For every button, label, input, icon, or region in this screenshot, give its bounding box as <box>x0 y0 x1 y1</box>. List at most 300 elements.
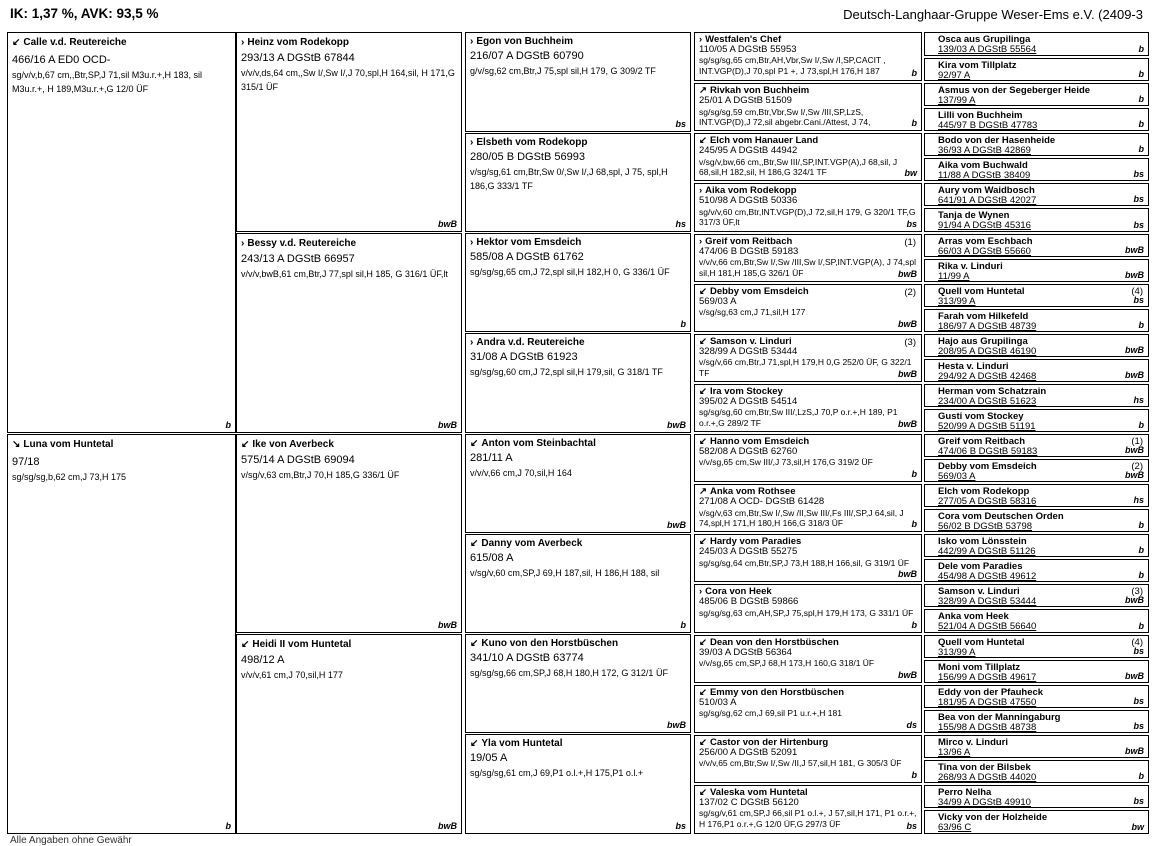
dog-card[interactable] <box>924 760 1149 783</box>
inbreeding-reference: (1) <box>1131 436 1143 447</box>
dog-card[interactable] <box>924 284 1149 307</box>
performance-details: v/sg/v,bw,66 cm,,Btr,Sw III/,SP,INT.VGP(A),J 68,sil, J 68,sil,H 182,sil, H 186,G 324/1 TF <box>699 156 898 178</box>
dog-name[interactable]: Hanno vom Emsdeich <box>709 436 810 447</box>
dog-card[interactable] <box>7 434 236 835</box>
dog-name[interactable]: Dele vom Paradies <box>938 561 1023 573</box>
performance-details: sg/sg/sg,65 cm,J 72,spl sil,H 182,H 0, G 336/1 ÜF <box>470 267 670 277</box>
registration-number: 445/97 B DGStB 47783 <box>938 120 1038 132</box>
dog-card[interactable] <box>924 685 1149 708</box>
dog-name[interactable]: Moni vom Tillplatz <box>938 661 1021 673</box>
dog-name[interactable]: Elch vom Rodekopp <box>938 486 1030 498</box>
registration-number: 442/99 A DGStB 51126 <box>938 546 1036 558</box>
dog-card[interactable] <box>924 609 1149 632</box>
dog-card[interactable] <box>7 32 236 433</box>
sex-marker-icon: ↙ <box>699 636 707 648</box>
dog-name-row <box>699 236 917 247</box>
inbreeding-reference: (2) <box>904 286 916 298</box>
coat-color: b <box>225 821 231 831</box>
coat-color: bwB <box>1125 269 1144 280</box>
dog-name[interactable]: Anka vom Heek <box>938 611 1009 623</box>
performance-details: v/v/sg,65 cm,Sw III/,J 73,sil,H 176,G 319/2 ÜF <box>699 457 873 468</box>
coat-color: bwB <box>1125 445 1144 456</box>
registration-number: 268/93 A DGStB 44020 <box>938 771 1037 783</box>
dog-name[interactable]: Bea von der Manningaburg <box>938 711 1061 723</box>
coat-color: b <box>1138 94 1144 105</box>
dog-card[interactable] <box>694 584 922 632</box>
dog-card[interactable] <box>924 584 1149 607</box>
dog-name[interactable]: Debby vom Emsdeich <box>938 461 1037 473</box>
coat-color: b <box>911 519 917 530</box>
sex-marker-icon: ↙ <box>699 385 707 397</box>
dog-name-row <box>699 687 917 698</box>
registration-number: 234/00 A DGStB 51623 <box>938 395 1037 407</box>
dog-name[interactable]: Yla vom Huntetal <box>481 738 563 750</box>
registration-number: 395/02 A DGStB 54514 <box>699 395 798 407</box>
dog-name[interactable]: Greif vom Reitbach <box>938 436 1026 447</box>
dog-name[interactable]: Tanja de Wynen <box>938 210 1010 222</box>
coat-color: b <box>911 469 917 480</box>
dog-name-row <box>12 439 231 450</box>
registration-number: 281/11 A <box>470 451 513 464</box>
dog-name[interactable]: Lilli von Buchheim <box>938 110 1023 122</box>
dog-card[interactable] <box>236 32 462 232</box>
coat-color: bwB <box>1125 344 1144 355</box>
dog-name[interactable]: Elch vom Hanauer Land <box>709 135 819 147</box>
dog-name[interactable]: Samson v. Linduri <box>709 335 792 347</box>
dog-card[interactable] <box>924 58 1149 81</box>
dog-name[interactable]: Aika vom Rodekopp <box>705 185 797 197</box>
inbreeding-reference: (3) <box>904 336 916 348</box>
registration-number: 97/18 <box>12 455 40 468</box>
dog-card[interactable] <box>465 32 691 132</box>
coat-color: bwB <box>667 519 686 530</box>
dog-card[interactable] <box>694 334 922 382</box>
sex-marker-icon: ↙ <box>470 537 479 549</box>
registration-number: 313/99 A <box>938 295 976 307</box>
sex-marker-icon: ↙ <box>470 437 479 449</box>
dog-name[interactable]: Quell vom Huntetal <box>938 285 1025 297</box>
dog-name[interactable]: Eddy von der Pfauheck <box>938 686 1044 698</box>
dog-card[interactable] <box>694 133 922 181</box>
dog-name[interactable]: Aika vom Buchwald <box>938 160 1028 172</box>
dog-name[interactable]: Hajo aus Grupilinga <box>938 335 1028 347</box>
performance-details: sg/v/v,b,67 cm,,Btr,SP,J 71,sil M3u.r.+,H 183, sil M3u.r.+, H 189,M3u.r.+,G 12/0 ÜF <box>12 70 202 95</box>
dog-name[interactable]: Rika v. Linduri <box>938 260 1003 272</box>
dog-name[interactable]: Westfalen's Chef <box>705 34 782 45</box>
registration-number: 66/03 A DGStB 55660 <box>938 245 1031 257</box>
registration-number: 641/91 A DGStB 42027 <box>938 195 1037 207</box>
dog-name-row <box>938 687 1144 698</box>
dog-name-row <box>470 137 686 148</box>
dog-name[interactable]: Kuno von den Horstbüschen <box>481 638 619 649</box>
dog-card[interactable] <box>465 434 691 533</box>
coat-color: bwB <box>1125 745 1144 756</box>
dog-name[interactable]: Andra v.d. Reutereiche <box>476 337 585 349</box>
dog-card[interactable] <box>694 785 922 834</box>
coat-color: b <box>911 619 917 630</box>
dog-card[interactable] <box>924 108 1149 131</box>
performance-details: g/v/sg,62 cm,Btr,J 75,spl sil,H 179, G 309/2 TF <box>470 66 656 76</box>
registration-number: 139/03 A DGStB 55564 <box>938 44 1037 55</box>
sex-marker-icon: › <box>699 185 703 197</box>
dog-card[interactable] <box>236 434 462 634</box>
coat-color: bwB <box>1125 244 1144 255</box>
dog-card[interactable] <box>924 785 1149 808</box>
coat-color: bwB <box>438 219 457 229</box>
sex-marker-icon: › <box>699 235 703 247</box>
sex-marker-icon: › <box>470 36 474 47</box>
registration-number: 520/99 A DGStB 51191 <box>938 420 1036 432</box>
registration-number: 474/06 B DGStB 59183 <box>938 446 1038 457</box>
registration-number: 466/16 A ED0 OCD- <box>12 54 111 66</box>
dog-card[interactable] <box>694 284 922 332</box>
coat-color: bwB <box>898 569 917 580</box>
dog-name[interactable]: Ira vom Stockey <box>709 385 783 397</box>
registration-number: 498/12 A <box>241 654 285 666</box>
coat-color: bs <box>906 218 917 229</box>
inbreeding-summary: IK: 1,37 %, AVK: 93,5 % <box>10 6 159 21</box>
performance-details: sg/sg/sg,61 cm,J 69,P1 o.l.+,H 175,P1 o.l.+ <box>470 768 644 779</box>
coat-color: b <box>1138 770 1144 781</box>
dog-name[interactable]: Egon von Buchheim <box>476 36 574 47</box>
performance-details: sg/sg/sg,65 cm,Btr,AH,Vbr,Sw I/,Sw /I,SP,CACIT , INT.VGP(D),J 70,spl P1 +, J 73,spl,H 176,H 187 <box>699 55 886 77</box>
registration-number: 245/95 A DGStB 44942 <box>699 145 798 157</box>
dog-card[interactable] <box>924 133 1149 156</box>
dog-card[interactable] <box>465 534 691 633</box>
inbreeding-reference: (1) <box>904 236 916 248</box>
registration-number: 615/08 A <box>470 551 514 564</box>
sex-marker-icon: › <box>241 238 245 249</box>
dog-card[interactable] <box>924 83 1149 106</box>
registration-number: 313/99 A <box>938 646 976 658</box>
dog-name[interactable]: Heidi II vom Huntetal <box>252 639 352 650</box>
dog-name-row <box>470 638 686 649</box>
dog-card[interactable] <box>924 660 1149 683</box>
dog-card[interactable] <box>924 635 1149 658</box>
performance-details: sg/sg/sg,66 cm,SP,J 68,H 180,H 172, G 312/1 ÜF <box>470 668 668 678</box>
dog-card[interactable] <box>694 735 922 783</box>
coat-color: bwB <box>898 419 917 429</box>
dog-card[interactable] <box>924 359 1149 382</box>
dog-card[interactable] <box>924 158 1149 181</box>
dog-name[interactable]: Anton vom Steinbachtal <box>481 437 596 449</box>
coat-color: hs <box>1133 394 1144 405</box>
dog-card[interactable] <box>924 484 1149 507</box>
dog-name-row <box>470 337 686 348</box>
dog-name[interactable]: Debby vom Emsdeich <box>709 285 809 297</box>
coat-color: bs <box>1133 695 1144 706</box>
performance-details: sg/sg/v,61 cm,SP,J 66,sil P1 o.l.+, J 57,sil,H 171, P1 o.r.+, H 176,P1 o.r.+,G 12/0 ÜF,G 297/3 ÜF <box>699 808 917 829</box>
dog-name-row <box>938 286 1144 297</box>
performance-details: sg/v/v,60 cm,Btr,INT.VGP(D),J 72,sil,H 179, G 320/1 TF,G 317/3 ÜF,lt <box>699 206 916 228</box>
registration-number: 280/05 B DGStB 56993 <box>470 150 585 163</box>
performance-details: v/sg/v,66 cm,Btr,J 71,spl,H 179,H 0,G 252/0 ÜF, G 322/1 TF <box>699 357 912 378</box>
registration-number: 293/13 A DGStB 67844 <box>241 52 355 64</box>
dog-name[interactable]: Asmus von der Segeberger Heide <box>938 85 1091 97</box>
registration-number: 575/14 A DGStB 69094 <box>241 453 355 466</box>
dog-card[interactable] <box>924 334 1149 357</box>
dog-name[interactable]: Kira vom Tillplatz <box>938 60 1017 72</box>
registration-number: 454/98 A DGStB 49612 <box>938 571 1037 583</box>
dog-card[interactable] <box>924 234 1149 257</box>
coat-color: bw <box>904 168 917 179</box>
dog-name[interactable]: Gusti vom Stockey <box>938 410 1024 422</box>
dog-card[interactable] <box>465 333 691 432</box>
performance-details: v/sg/sg,63 cm,J 71,sil,H 177 <box>699 307 806 318</box>
dog-name[interactable]: Danny vom Averbeck <box>481 537 583 549</box>
coat-color: b <box>680 319 686 330</box>
dog-name-row <box>470 237 686 248</box>
dog-name[interactable]: Samson v. Linduri <box>938 586 1020 598</box>
coat-color: b <box>1138 420 1144 430</box>
dog-name-row <box>470 538 686 549</box>
dog-card[interactable] <box>694 534 922 582</box>
dog-name[interactable]: Farah vom Hilkefeld <box>938 310 1029 322</box>
dog-card[interactable] <box>694 32 922 81</box>
registration-number: 328/99 A DGStB 53444 <box>938 596 1037 608</box>
dog-name[interactable]: Calle v.d. Reutereiche <box>23 37 127 48</box>
dog-name[interactable]: Cora vom Deutschen Orden <box>938 511 1064 523</box>
dog-name-row <box>241 37 457 48</box>
performance-details: v/v/v,65 cm,Btr,Sw I/,Sw /II,J 57,sil,H 181, G 305/3 ÜF <box>699 758 902 769</box>
dog-card[interactable] <box>924 735 1149 758</box>
dog-name[interactable]: Herman vom Schatzrain <box>938 385 1047 397</box>
dog-card[interactable] <box>465 634 691 733</box>
dog-name[interactable]: Castor von der Hirtenburg <box>709 736 829 748</box>
dog-name[interactable]: Cora von Heek <box>705 586 772 598</box>
registration-number: 485/06 B DGStB 59866 <box>699 596 799 608</box>
performance-details: sg/sg/sg,60 cm,Btr,Sw III/,LzS,J 70,P o.r.+,H 189, P1 o.r.+,G 289/2 TF <box>699 407 898 428</box>
coat-color: bwB <box>667 419 686 430</box>
dog-name-row <box>938 637 1144 648</box>
performance-details: v/v/v,ds,64 cm,,Sw I/,Sw I/,J 70,spl,H 164,sil, H 171,G 315/1 ÜF <box>241 68 455 93</box>
dog-card[interactable] <box>694 384 922 432</box>
dog-name[interactable]: Emmy von den Horstbüschen <box>709 686 845 698</box>
sex-marker-icon: ↙ <box>241 438 250 450</box>
dog-card[interactable] <box>236 634 462 834</box>
dog-card[interactable] <box>924 259 1149 282</box>
dog-name[interactable]: Heinz vom Rodekopp <box>247 37 350 48</box>
dog-name[interactable]: Aury vom Waidbosch <box>938 185 1035 197</box>
dog-card[interactable] <box>694 83 922 131</box>
registration-number: 216/07 A DGStB 60790 <box>470 50 584 62</box>
dog-name-row <box>699 637 917 648</box>
dog-name[interactable]: Rivkah von Buchheim <box>709 85 810 97</box>
performance-details: v/v/sg,65 cm,SP,J 68,H 173,H 160,G 318/1 ÜF <box>699 657 875 668</box>
dog-name[interactable]: Valeska vom Huntetal <box>709 786 808 798</box>
inbreeding-reference: (3) <box>1131 586 1143 598</box>
sex-marker-icon: › <box>699 34 703 45</box>
registration-number: 11/99 A <box>938 270 970 282</box>
dog-name[interactable]: Dean von den Horstbüschen <box>709 636 839 648</box>
sex-marker-icon: › <box>241 37 245 48</box>
coat-color: bs <box>1133 294 1144 305</box>
dog-card[interactable] <box>924 434 1149 457</box>
sex-marker-icon: ↙ <box>699 736 707 748</box>
dog-name[interactable]: Luna vom Huntetal <box>23 438 114 450</box>
dog-card[interactable] <box>465 233 691 332</box>
dog-card[interactable] <box>924 810 1149 834</box>
registration-number: 63/96 C <box>938 821 972 833</box>
registration-number: 569/03 A <box>938 471 976 483</box>
performance-details: sg/sg/sg,62 cm,J 69,sil P1 u.r.+,H 181 <box>699 708 842 719</box>
registration-number: 521/04 A DGStB 56640 <box>938 621 1037 633</box>
dog-name[interactable]: Osca aus Grupilinga <box>938 34 1031 45</box>
coat-color: b <box>1138 69 1144 80</box>
coat-color: bwB <box>898 669 917 680</box>
dog-card[interactable] <box>694 484 922 532</box>
registration-number: 156/99 A DGStB 49617 <box>938 671 1037 683</box>
dog-name[interactable]: Bessy v.d. Reutereiche <box>247 238 357 249</box>
coat-color: bwB <box>1125 670 1144 681</box>
dog-card[interactable] <box>694 183 922 231</box>
registration-number: 474/06 B DGStB 59183 <box>699 245 799 257</box>
dog-name-row <box>470 738 686 749</box>
dog-card[interactable] <box>924 559 1149 582</box>
dog-card[interactable] <box>924 183 1149 206</box>
dog-name[interactable]: Perro Nelha <box>938 786 992 798</box>
sex-marker-icon: ↙ <box>699 436 707 447</box>
coat-color: b <box>1138 44 1144 55</box>
registration-number: 137/99 A <box>938 95 976 107</box>
dog-name[interactable]: Quell vom Huntetal <box>938 636 1025 648</box>
sex-marker-icon: ↙ <box>699 786 707 798</box>
performance-details: sg/sg/sg,b,62 cm,J 73,H 175 <box>12 471 127 482</box>
dog-card[interactable] <box>694 635 922 683</box>
coat-color: bwB <box>898 368 917 379</box>
dog-name-row <box>12 37 231 48</box>
inbreeding-reference: (2) <box>1131 461 1143 473</box>
coat-color: bs <box>906 821 917 831</box>
dog-name[interactable]: Anka vom Rothsee <box>709 486 796 498</box>
coat-color: hs <box>1133 495 1144 506</box>
dog-name[interactable]: Arras vom Eschbach <box>938 235 1033 247</box>
dog-name-row <box>938 261 1144 272</box>
registration-number: 510/98 A DGStB 50336 <box>699 195 798 207</box>
registration-number: 271/08 A OCD- DGStB 61428 <box>699 496 825 508</box>
performance-details: sg/sg/sg,60 cm,J 72,spl sil,H 179,sil, G 318/1 TF <box>470 367 663 378</box>
coat-color: bwB <box>898 268 917 279</box>
dog-name[interactable]: Vicky von der Holzheide <box>938 811 1048 823</box>
dog-name[interactable]: Mirco v. Linduri <box>938 736 1009 748</box>
sex-marker-icon: ↗ <box>699 486 707 498</box>
coat-color: bs <box>1133 219 1144 230</box>
dog-name[interactable]: Isko vom Lönsstein <box>938 536 1027 548</box>
dog-name[interactable]: Elsbeth vom Rodekopp <box>476 136 588 148</box>
coat-color: bwB <box>1125 369 1144 380</box>
dog-name[interactable]: Hektor vom Emsdeich <box>476 237 582 248</box>
dog-name[interactable]: Ike von Averbeck <box>252 438 334 450</box>
sex-marker-icon: ↙ <box>241 639 250 650</box>
dog-name-row <box>938 662 1144 673</box>
dog-name-row <box>241 439 457 450</box>
registration-number: 91/94 A DGStB 45316 <box>938 220 1031 232</box>
registration-number: 31/08 A DGStB 61923 <box>470 351 578 364</box>
dog-card[interactable] <box>924 534 1149 557</box>
registration-number: 341/10 A DGStB 63774 <box>470 652 584 664</box>
dog-card[interactable] <box>924 309 1149 332</box>
performance-details: v/v/v,61 cm,J 70,sil,H 177 <box>241 670 343 680</box>
coat-color: bs <box>1133 645 1144 656</box>
coat-color: b <box>1138 545 1144 556</box>
performance-details: v/sg/sg,61 cm,Btr,Sw 0/,Sw I/,J 68,spl, J 75, spl,H 186,G 333/1 TF <box>470 166 668 192</box>
dog-card[interactable] <box>694 234 922 282</box>
dog-name[interactable]: Greif vom Reitbach <box>705 235 793 247</box>
registration-number: 25/01 A DGStB 51509 <box>699 95 792 107</box>
dog-name-row <box>241 238 457 249</box>
coat-color: b <box>1138 319 1144 330</box>
dog-card[interactable] <box>236 233 462 433</box>
dog-card[interactable] <box>924 710 1149 733</box>
registration-number: 328/99 A DGStB 53444 <box>699 345 798 357</box>
registration-number: 34/99 A DGStB 49910 <box>938 796 1031 808</box>
dog-card[interactable] <box>924 384 1149 407</box>
sex-marker-icon: › <box>699 586 703 598</box>
registration-number: 582/08 A DGStB 62760 <box>699 446 798 457</box>
dog-card[interactable] <box>924 509 1149 532</box>
coat-color: ds <box>906 719 917 730</box>
coat-color: hs <box>675 219 686 229</box>
sex-marker-icon: ↗ <box>699 85 707 97</box>
coat-color: bwB <box>898 318 917 329</box>
registration-number: 181/95 A DGStB 47550 <box>938 696 1037 708</box>
registration-number: 13/96 A <box>938 746 971 758</box>
dog-card[interactable] <box>465 133 691 232</box>
performance-details: sg/sg/sg,63 cm,AH,SP,J 75,spl,H 179,H 173, G 331/1 ÜF <box>699 607 914 618</box>
performance-details: v/v/v,66 cm,Btr,Sw I/,Sw /III,Sw I/,SP,INT.VGP(A), J 74,spl sil,H 181,H 185,G 326/1 ÜF <box>699 256 916 278</box>
performance-details: sg/sg/sg,59 cm,Btr,Vbr,Sw I/,Sw /III,SP,LzS, INT.VGP(D),J 72,sil abgebr.Cani./Attest, J 74, <box>699 106 871 128</box>
sex-marker-icon: ↙ <box>470 738 479 750</box>
sex-marker-icon: ↙ <box>12 37 21 48</box>
dog-card[interactable] <box>694 434 922 482</box>
disclaimer: Alle Angaben ohne Gewähr <box>10 835 132 846</box>
coat-color: b <box>1138 144 1144 155</box>
dog-card[interactable] <box>924 208 1149 231</box>
performance-details: v/sg/v,63 cm,Btr,Sw I/,Sw /II,Sw III/,Fs III/,SP,J 64,sil, J 74,spl,H 171,H 180,H 166,G 318/3 ÜF <box>699 507 904 529</box>
registration-number: 277/05 A DGStB 58316 <box>938 496 1037 508</box>
sex-marker-icon: › <box>470 337 474 349</box>
dog-name[interactable]: Tina von der Bilsbek <box>938 761 1031 773</box>
dog-card[interactable] <box>924 459 1149 482</box>
coat-color: bwB <box>1125 595 1144 606</box>
coat-color: b <box>1138 520 1144 531</box>
registration-number: 39/03 A DGStB 56364 <box>699 646 792 658</box>
dog-card[interactable] <box>694 685 922 733</box>
club-name: Deutsch-Langhaar-Gruppe Weser-Ems e.V. (2409-3 <box>843 7 1143 22</box>
coat-color: bs <box>1133 795 1144 806</box>
dog-card[interactable] <box>924 409 1149 432</box>
coat-color: bs <box>675 821 686 831</box>
registration-number: 56/02 B DGStB 53798 <box>938 521 1033 533</box>
coat-color: bs <box>1133 169 1144 180</box>
dog-card[interactable] <box>465 734 691 834</box>
dog-name[interactable]: Hardy vom Paradies <box>709 536 802 548</box>
dog-name-row <box>241 639 457 650</box>
registration-number: 243/13 A DGStB 66957 <box>241 253 355 265</box>
dog-name[interactable]: Hesta v. Linduri <box>938 360 1009 372</box>
sex-marker-icon: ↙ <box>699 686 707 698</box>
dog-card[interactable] <box>924 32 1149 56</box>
registration-number: 569/03 A <box>699 295 737 307</box>
coat-color: b <box>1138 620 1144 631</box>
registration-number: 510/03 A <box>699 696 737 708</box>
registration-number: 256/00 A DGStB 52091 <box>699 746 798 758</box>
inbreeding-reference: (4) <box>1131 285 1143 297</box>
coat-color: bs <box>675 118 686 129</box>
coat-color: b <box>225 419 231 430</box>
coat-color: bw <box>1131 822 1144 832</box>
dog-name[interactable]: Bodo von der Hasenheide <box>938 135 1056 147</box>
